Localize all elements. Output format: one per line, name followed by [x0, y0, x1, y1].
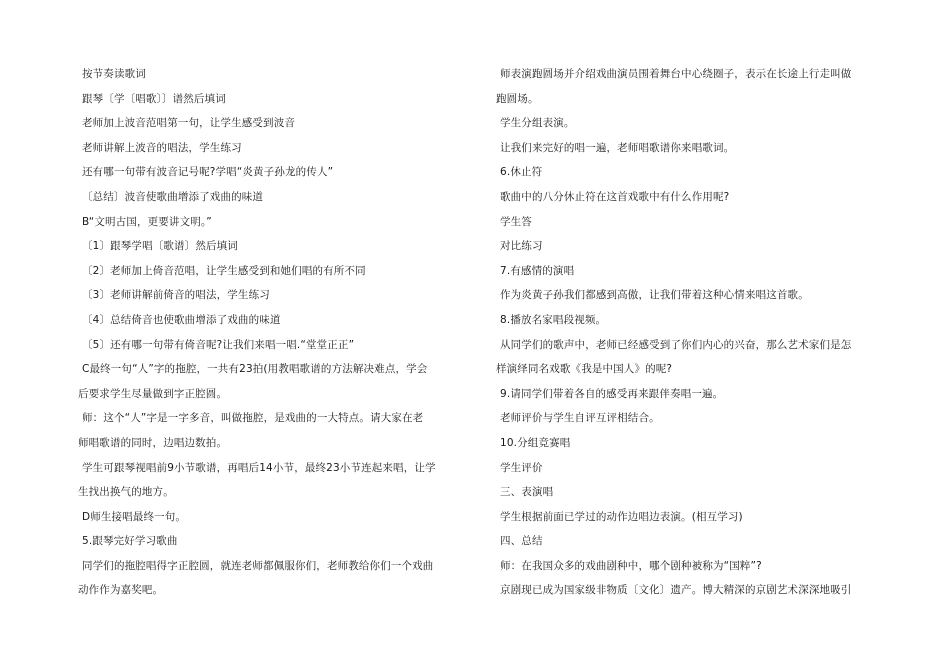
text-line: 样演绎同名戏歌《我是中国人》的呢?	[496, 363, 673, 376]
text-line: 学生评价	[500, 461, 543, 474]
text-line: 三、表演唱	[500, 486, 554, 499]
text-line: 〔5〕还有哪一句带有倚音呢?让我们来唱一唱.“堂堂正正”	[82, 338, 355, 351]
text-line: 10.分组竞赛唱	[500, 436, 571, 449]
text-line: 师表演跑圆场并介绍戏曲演员围着舞台中心绕圈子，表示在长途上行走叫做	[500, 68, 852, 80]
text-line: 动作作为嘉奖吧。	[78, 584, 164, 597]
text-line: 对比练习	[500, 240, 543, 253]
text-line: 跑圆场。	[496, 92, 539, 105]
left-column	[78, 62, 468, 603]
text-line: 按节奏读歌词	[82, 68, 146, 80]
text-line: 让我们来完好的唱一遍，老师唱歌谱你来唱歌词。	[500, 141, 735, 154]
text-line: 学生答	[500, 215, 532, 228]
text-line: 老师讲解上波音的唱法，学生练习	[82, 141, 242, 154]
text-line: 师：在我国众多的戏曲剧种中，哪个剧种被称为“国粹”?	[500, 559, 762, 572]
text-line: 学生分组表演。	[500, 117, 575, 130]
text-line: 歌曲中的八分休止符在这首戏歌中有什么作用呢?	[500, 190, 730, 203]
text-line: 老师评价与学生自评互评相结合。	[500, 412, 660, 425]
text-line: 〔总结〕波音使歌曲增添了戏曲的味道	[82, 190, 264, 203]
text-line: 老师加上波音范唱第一句，让学生感受到波音	[82, 117, 295, 130]
text-line: 〔1〕跟琴学唱〔歌谱〕然后填词	[82, 240, 238, 253]
text-line: 作为炎黄子孙我们都感到高傲，让我们带着这种心情来唱这首歌。	[500, 289, 809, 302]
text-line: C最终一句“人”字的拖腔，一共有23拍(用教唱歌谱的方法解决难点，学会	[82, 363, 428, 376]
right-column	[496, 62, 884, 603]
text-line: 从同学们的歌声中，老师已经感受到了你们内心的兴奋，那么艺术家们是怎	[500, 338, 852, 351]
text-line: B“文明古国，更要讲文明。”	[82, 215, 212, 228]
text-line: 〔3〕老师讲解前倚音的唱法，学生练习	[82, 289, 270, 302]
text-line: 四、总结	[500, 535, 543, 548]
text-line: 7.有感情的演唱	[500, 264, 575, 277]
text-line: 生找出换气的地方。	[78, 486, 174, 499]
text-line: D师生接唱最终一句。	[82, 510, 187, 523]
text-line: 跟琴〔学〔唱歌〕〕谱然后填词	[82, 92, 226, 105]
text-line: 6.休止符	[500, 166, 543, 179]
text-line: 学生根据前面已学过的动作边唱边表演。(相互学习)	[500, 510, 743, 523]
text-line: 后要求学生尽量做到字正腔圆。	[78, 387, 228, 400]
text-line: 学生可跟琴视唱前9小节歌谱，再唱后14小节，最终23小节连起来唱，让学	[82, 461, 436, 474]
text-line: 同学们的拖腔唱得字正腔圆，就连老师都佩服你们，老师教给你们一个戏曲	[82, 559, 434, 572]
text-line: 5.跟琴完好学习歌曲	[82, 535, 178, 548]
text-line: 〔4〕总结倚音也使歌曲增添了戏曲的味道	[82, 313, 281, 326]
text-line: 京剧现已成为国家级非物质〔文化〕遗产。博大精深的京剧艺术深深地吸引	[500, 584, 852, 597]
text-line: 还有哪一句带有波音记号呢?学唱“炎黄子孙龙的传人”	[82, 166, 334, 179]
text-line: 〔2〕老师加上倚音范唱，让学生感受到和她们唱的有所不同	[82, 264, 366, 277]
text-line: 9.请同学们带着各自的感受再来跟伴奏唱一遍。	[500, 387, 724, 400]
text-line: 师：这个“人”字是一字多音，叫做拖腔，是戏曲的一大特点。请大家在老	[82, 412, 424, 425]
text-line: 师唱歌谱的同时，边唱边数拍。	[78, 436, 228, 449]
text-line: 8.播放名家唱段视频。	[500, 313, 607, 326]
